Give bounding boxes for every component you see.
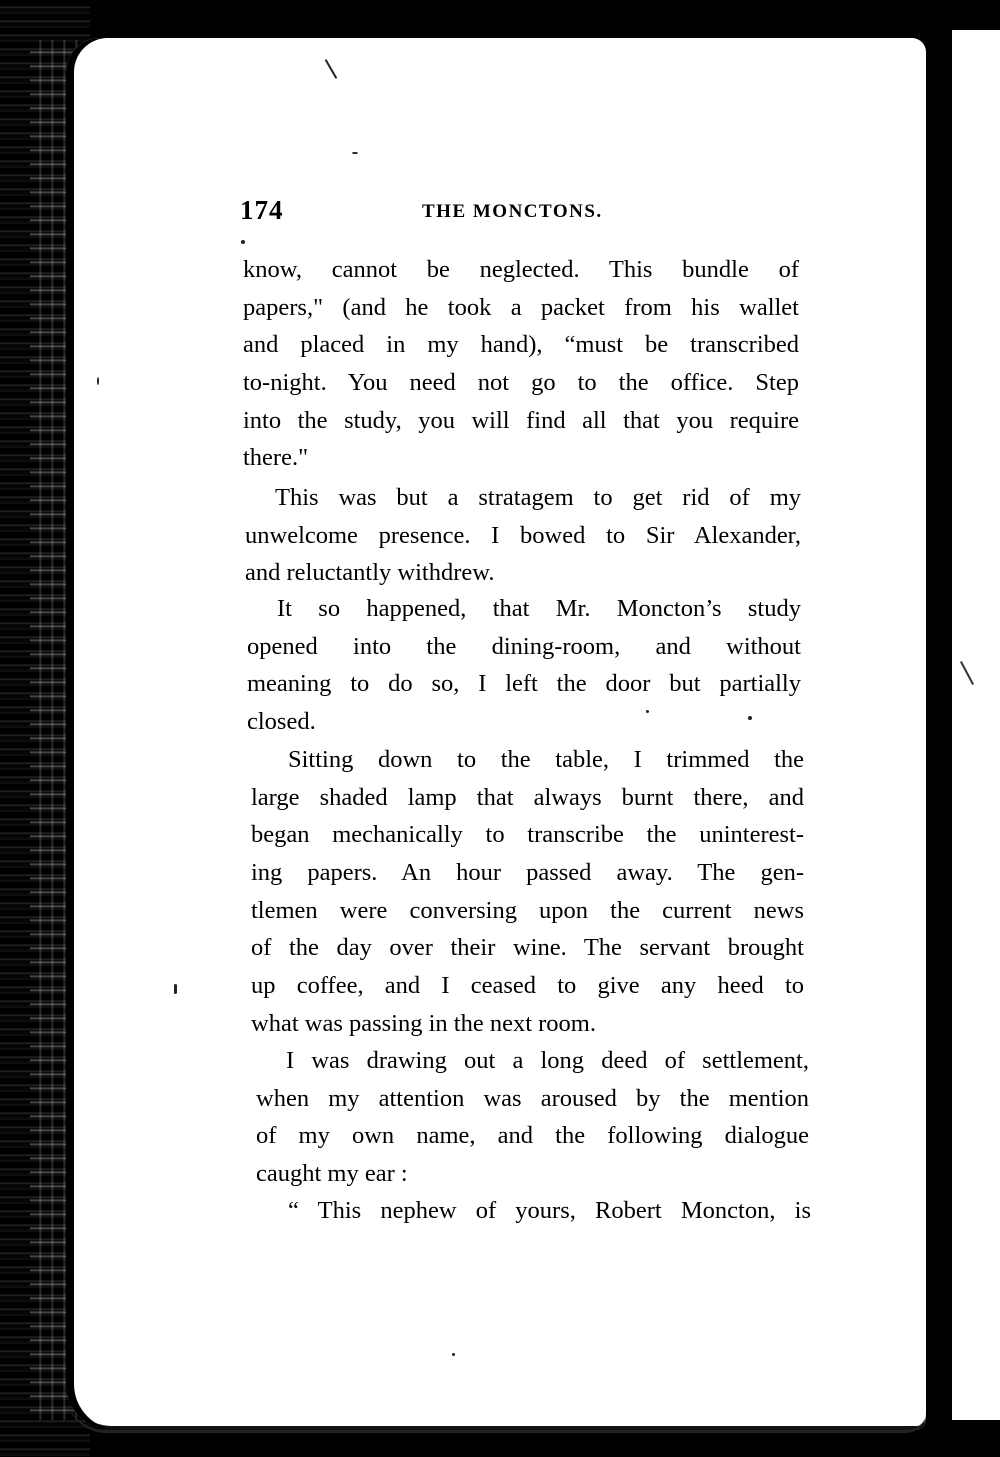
adjacent-page-edge bbox=[946, 30, 1000, 1420]
text-line: caught my ear : bbox=[256, 1160, 408, 1188]
text-line: ing papers. An hour passed away. The gen- bbox=[251, 859, 804, 887]
paragraph bbox=[247, 590, 801, 741]
text-line: there." bbox=[243, 444, 309, 472]
text-line: of the day over their wine. The servant brought bbox=[251, 934, 804, 962]
running-head: THE MONCTONS. bbox=[422, 201, 603, 222]
text-line: tlemen were conversing upon the current news bbox=[251, 896, 804, 924]
paragraph bbox=[245, 479, 801, 592]
text-line: began mechanically to transcribe the uninterest- bbox=[251, 821, 804, 849]
page-header bbox=[240, 195, 620, 235]
paper-speck bbox=[452, 1353, 455, 1356]
paragraph bbox=[288, 1192, 811, 1230]
text-line: closed. bbox=[247, 708, 316, 736]
text-line: “ This nephew of yours, Robert Moncton, is bbox=[288, 1197, 811, 1224]
paper-speck bbox=[241, 240, 245, 244]
page-gutter-shadow bbox=[926, 0, 946, 1457]
paragraph bbox=[256, 1042, 809, 1193]
text-line: of my own name, and the following dialogue bbox=[256, 1122, 809, 1150]
text-line: opened into the dining-room, and without bbox=[247, 632, 801, 660]
text-line: It so happened, that Mr. Moncton’s study bbox=[277, 595, 801, 622]
text-line: This was but a stratagem to get rid of my bbox=[275, 484, 801, 511]
paragraph bbox=[251, 741, 804, 1043]
page-bottom-edge bbox=[66, 1390, 926, 1433]
text-line: meaning to do so, I left the door but partially bbox=[247, 670, 801, 698]
paper-speck bbox=[174, 984, 177, 994]
text-line: into the study, you will find all that you require bbox=[243, 406, 799, 434]
text-line: and placed in my hand), “must be transcribed bbox=[243, 331, 799, 359]
page-number: 174 bbox=[240, 195, 284, 225]
text-line: what was passing in the next room. bbox=[251, 1009, 596, 1037]
paragraph bbox=[243, 251, 799, 477]
text-line: Sitting down to the table, I trimmed the bbox=[288, 746, 804, 773]
text-line: know, cannot be neglected. This bundle of bbox=[243, 256, 799, 283]
text-line: when my attention was aroused by the mention bbox=[256, 1084, 809, 1112]
text-line: unwelcome presence. I bowed to Sir Alexander, bbox=[245, 521, 801, 549]
text-line: papers," (and he took a packet from his wallet bbox=[243, 293, 799, 321]
text-line: I was drawing out a long deed of settlement, bbox=[286, 1047, 809, 1074]
text-line: to-night. You need not go to the office. Step bbox=[243, 369, 799, 397]
text-line: large shaded lamp that always burnt there, and bbox=[251, 783, 804, 811]
text-line: and reluctantly withdrew. bbox=[245, 559, 495, 587]
text-line: up coffee, and I ceased to give any heed to bbox=[251, 972, 804, 1000]
paper-speck bbox=[97, 377, 99, 385]
paper-speck bbox=[352, 152, 358, 154]
